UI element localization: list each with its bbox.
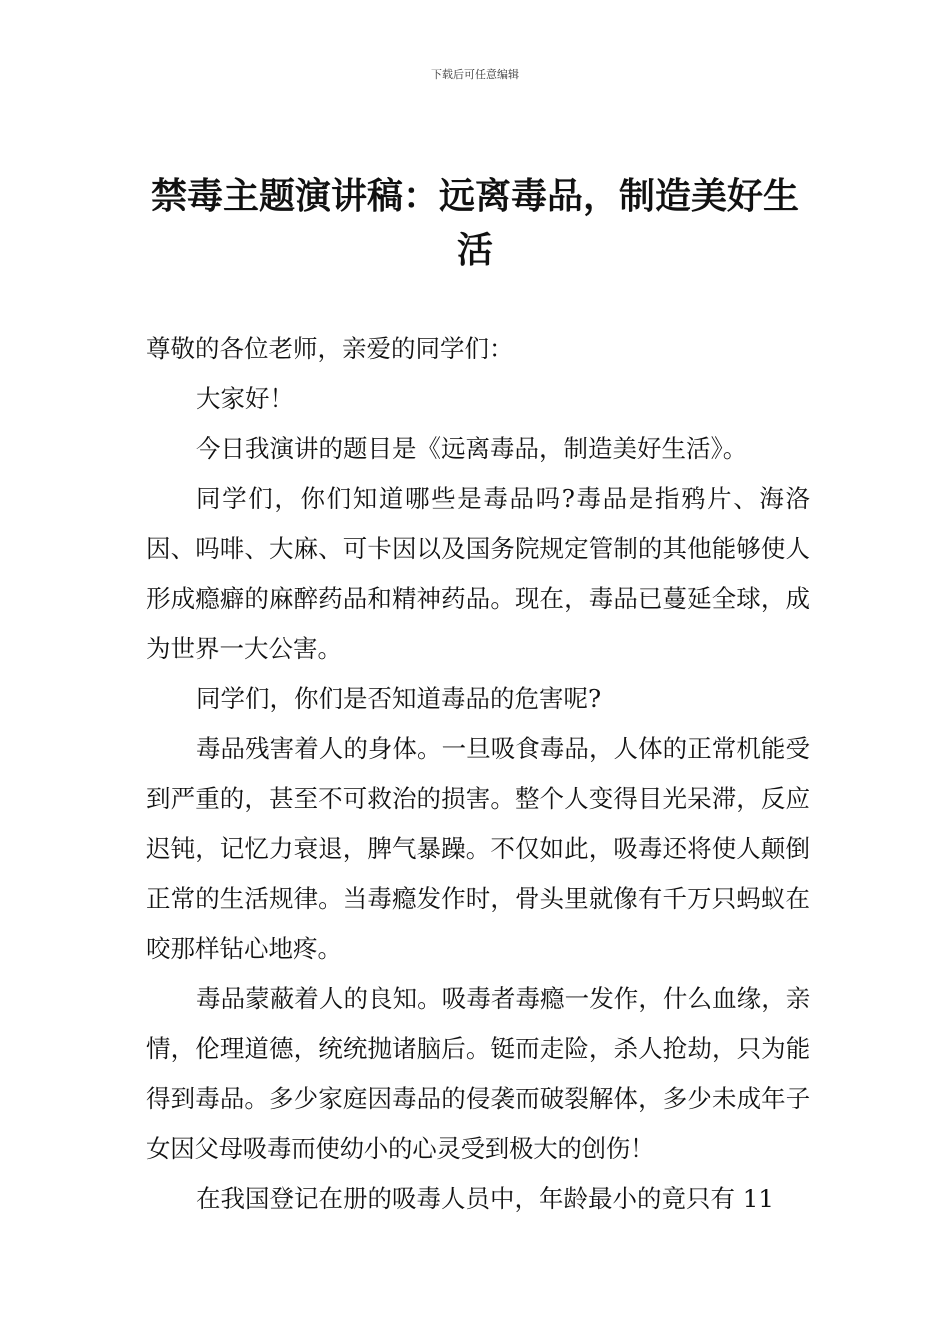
topic-paragraph: 今日我演讲的题目是《远离毒品，制造美好生活》。 bbox=[196, 434, 748, 463]
body-harm-paragraph: 毒品残害着人的身体。一旦吸食毒品，人体的正常机能受到严重的，甚至不可救治的损害。整个人变得目光呆滞，反应迟钝，记忆力衰退，脾气暴躁。不仅如此，吸毒还将使人颠倒正常的生活规律。当毒瘾发作时，骨头里就像有千万只蚂蚁在咬那样钻心地疼。 bbox=[146, 734, 810, 963]
statistics-paragraph: 在我国登记在册的吸毒人员中，年龄最小的竟只有 11 bbox=[196, 1184, 774, 1213]
document-body bbox=[146, 324, 810, 1224]
definition-paragraph: 同学们，你们知道哪些是毒品吗?毒品是指鸦片、海洛因、吗啡、大麻、可卡因以及国务院规定管制的其他能够使人形成瘾癖的麻醉药品和精神药品。现在，毒品已蔓延全球，成为世界一大公害。 bbox=[146, 484, 810, 663]
salutation-paragraph: 尊敬的各位老师，亲爱的同学们： bbox=[146, 334, 514, 363]
document-title: 禁毒主题演讲稿：远离毒品，制造美好生活 bbox=[150, 176, 799, 271]
conscience-harm-paragraph: 毒品蒙蔽着人的良知。吸毒者毒瘾一发作，什么血缘，亲情，伦理道德，统统抛诸脑后。铤而走险，杀人抢劫，只为能得到毒品。多少家庭因毒品的侵袭而破裂解体，多少未成年子女因父母吸毒而使幼小的心灵受到极大的创伤！ bbox=[146, 984, 810, 1163]
greeting-paragraph: 大家好！ bbox=[196, 384, 294, 413]
question-paragraph: 同学们，你们是否知道毒品的危害呢? bbox=[196, 684, 602, 713]
header-note: 下载后可任意编辑 bbox=[431, 68, 519, 81]
